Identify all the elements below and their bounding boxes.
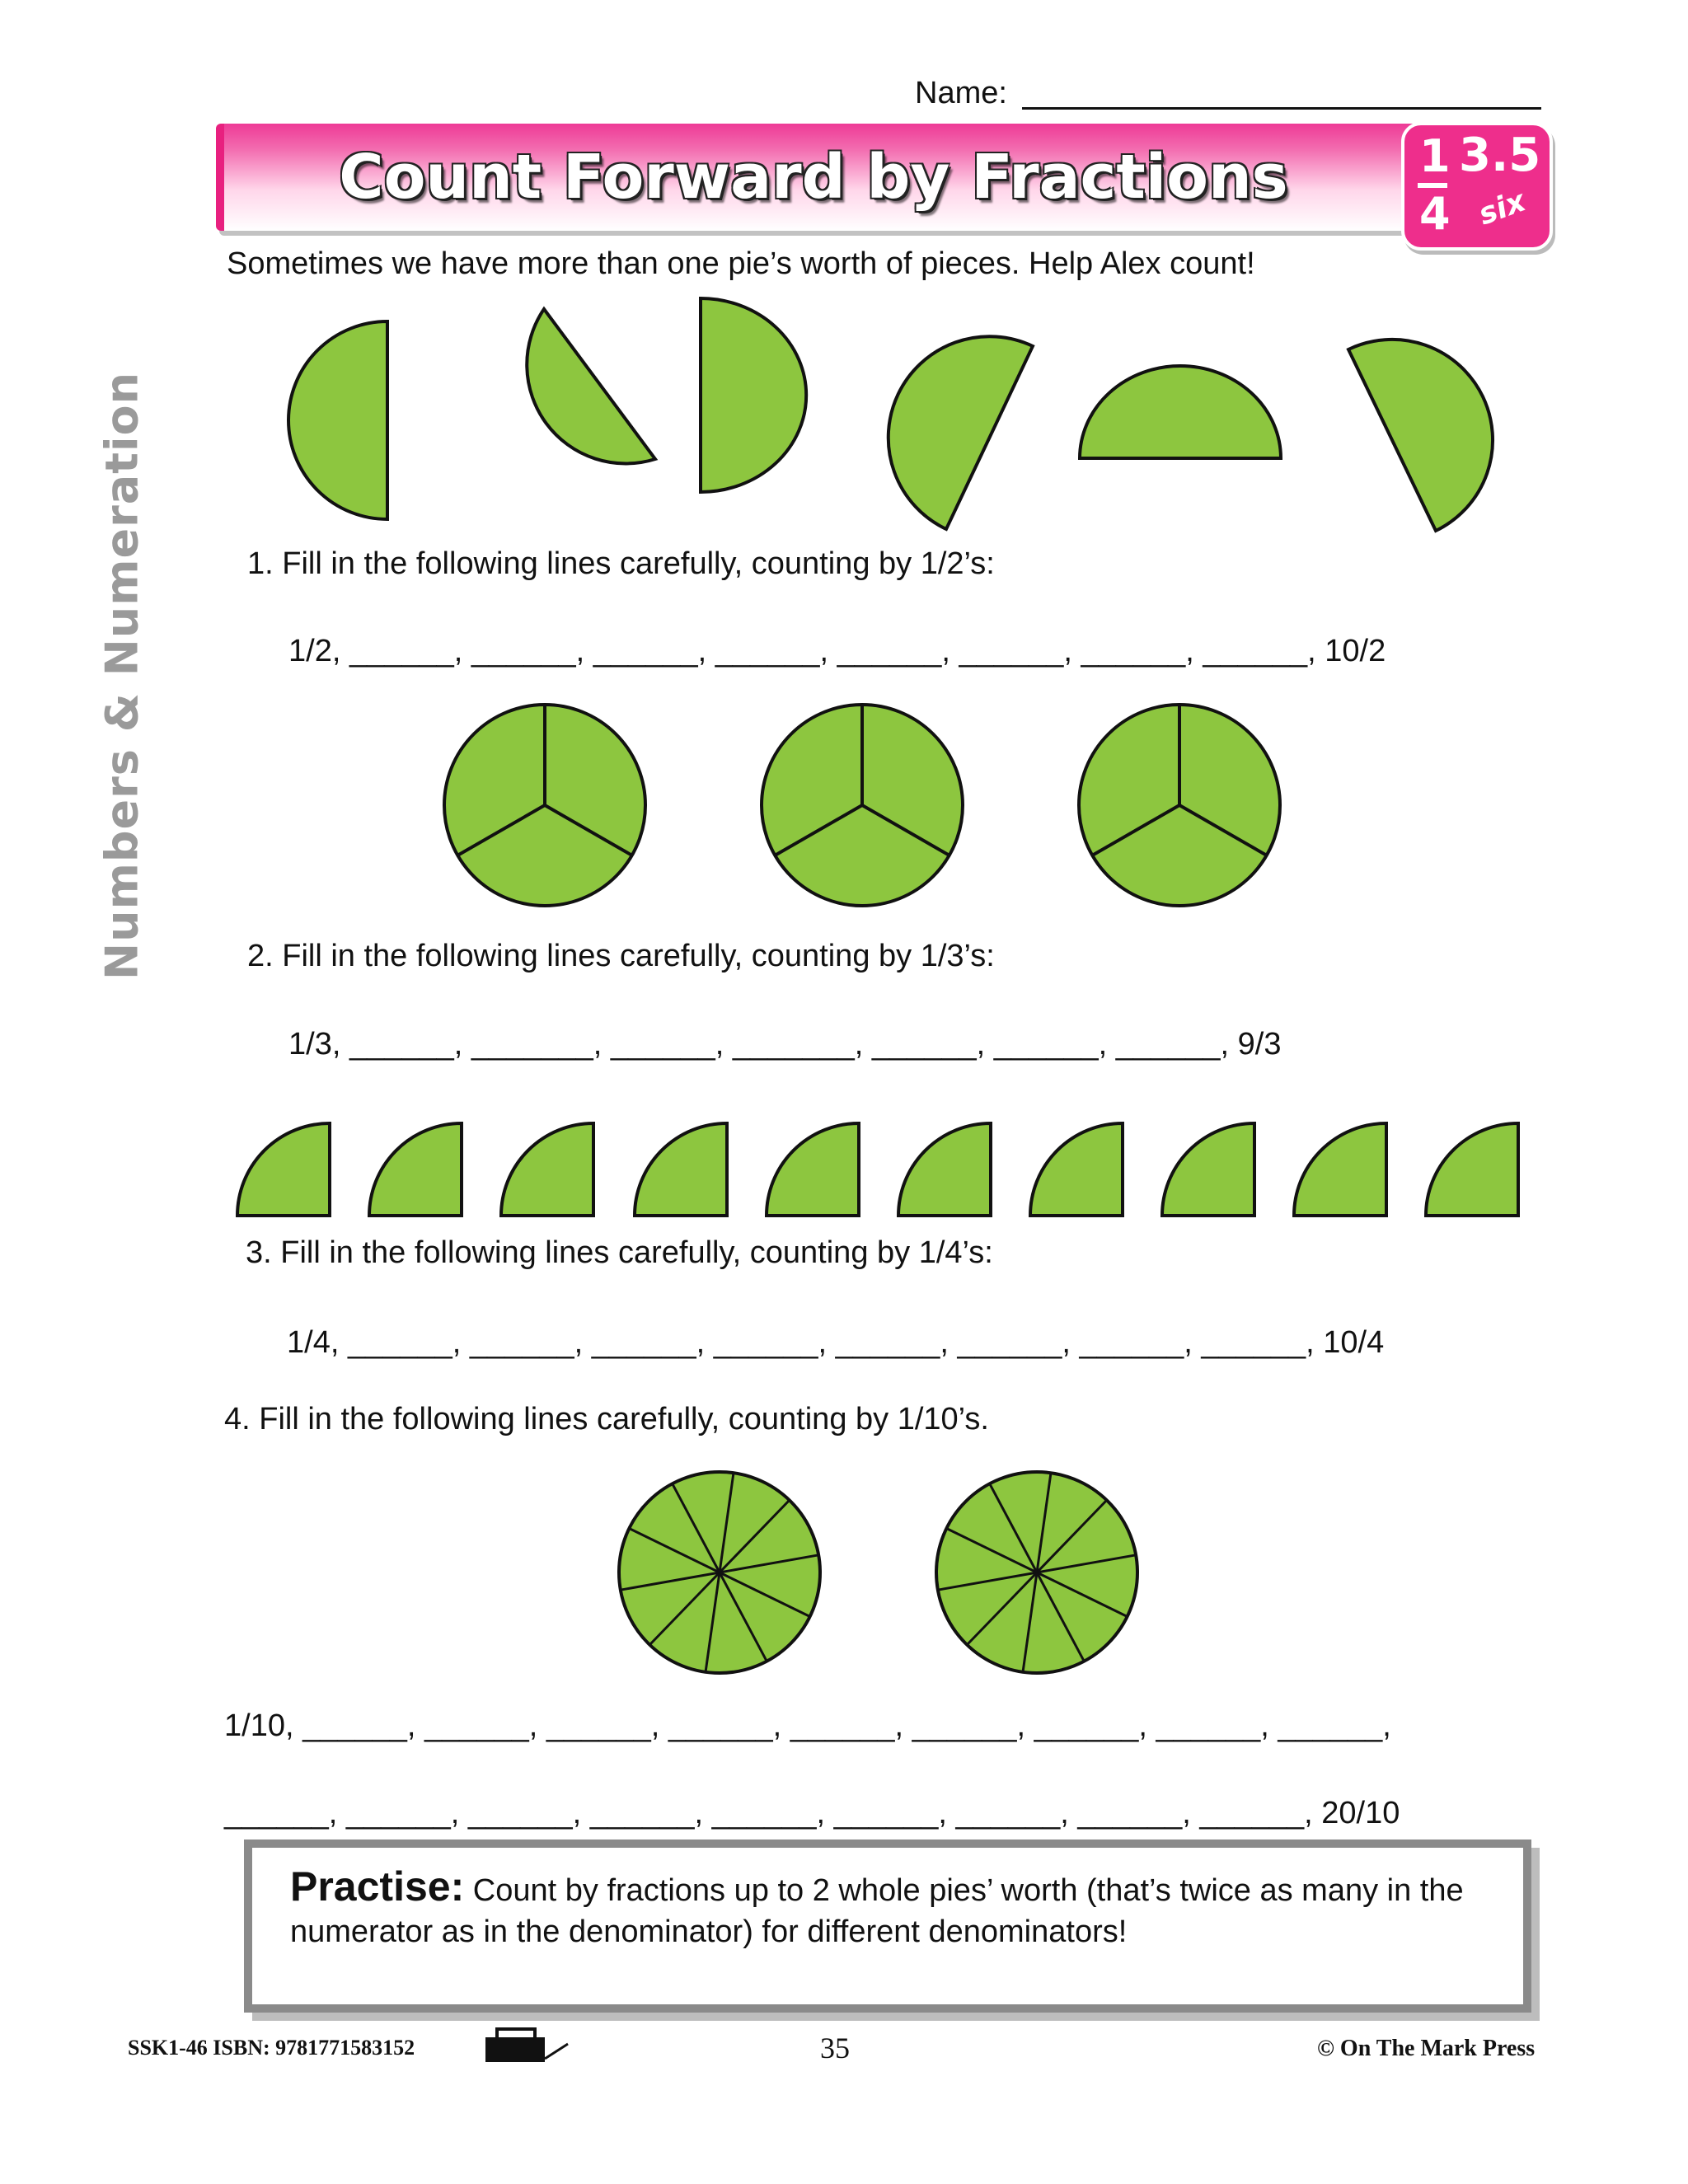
- badge-decimal: 3.5: [1459, 129, 1541, 182]
- quarter-pie-6: [898, 1123, 991, 1216]
- photocopier-icon: [482, 2026, 573, 2067]
- third-pies: [444, 705, 1280, 906]
- question-4-answer-line-2[interactable]: ______, ______, ______, ______, ______, ______, ______, ______, ______, 20/10: [224, 1796, 1400, 1830]
- quarter-pie-10: [1426, 1123, 1518, 1216]
- tenth-pie-1: [619, 1472, 820, 1673]
- question-2-prompt: 2. Fill in the following lines carefully, counting by 1/3’s:: [247, 939, 995, 973]
- half-pie-6: [1348, 340, 1493, 531]
- quarter-pies: [237, 1123, 1518, 1216]
- practise-body: Count by fractions up to 2 whole pies’ worth (that’s twice as many in the numerator as in the denominator) for different denominators!: [290, 1873, 1464, 1949]
- half-pie-3: [701, 298, 806, 492]
- half-pie-1: [288, 321, 387, 519]
- quarter-pie-4: [635, 1123, 727, 1216]
- intro-text: Sometimes we have more than one pie’s worth of pieces. Help Alex count!: [227, 246, 1255, 281]
- quarter-pie-5: [767, 1123, 859, 1216]
- half-pie-2: [527, 309, 655, 463]
- practise-heading: Practise:: [290, 1863, 465, 1910]
- badge-word: six: [1474, 184, 1531, 232]
- question-4-answer-line-1[interactable]: 1/10, ______, ______, ______, ______, ______, ______, ______, ______, ______,: [224, 1708, 1391, 1743]
- quarter-pie-8: [1162, 1123, 1254, 1216]
- half-pie-5: [1080, 366, 1281, 458]
- question-3-answer-line[interactable]: 1/4, ______, ______, ______, ______, ______, ______, ______, ______, 10/4: [287, 1325, 1385, 1360]
- name-label: Name:: [915, 76, 1007, 110]
- page-title: Count Forward by Fractions: [339, 142, 1288, 213]
- footer-copyright: © On The Mark Press: [1317, 2036, 1536, 2061]
- footer-code: SSK1-46 ISBN: 9781771583152: [128, 2036, 415, 2060]
- third-pie-1: [444, 705, 645, 906]
- page-number: 35: [820, 2032, 850, 2064]
- practise-text: [290, 1861, 1477, 1952]
- quarter-pie-1: [237, 1123, 330, 1216]
- question-3-prompt: 3. Fill in the following lines carefully, counting by 1/4’s:: [246, 1235, 993, 1270]
- half-pie-4: [889, 336, 1033, 529]
- quarter-pie-7: [1030, 1123, 1123, 1216]
- question-2-answer-line[interactable]: 1/3, ______, _______, ______, _______, ______, ______, ______, 9/3: [288, 1027, 1282, 1062]
- question-1-prompt: 1. Fill in the following lines carefully, counting by 1/2’s:: [247, 546, 995, 581]
- quarter-pie-2: [369, 1123, 462, 1216]
- quarter-pie-3: [501, 1123, 593, 1216]
- third-pie-3: [1079, 705, 1280, 906]
- third-pie-2: [762, 705, 963, 906]
- tenth-pie-2: [936, 1472, 1137, 1673]
- badge-numerator: 1: [1419, 130, 1451, 182]
- tenth-pies: [619, 1472, 1137, 1673]
- side-section-label: Numbers & Numeration: [96, 371, 148, 981]
- question-4-prompt: 4. Fill in the following lines carefully, counting by 1/10’s.: [224, 1402, 989, 1436]
- question-1-answer-line[interactable]: 1/2, ______, ______, ______, ______, ______, ______, ______, ______, 10/2: [288, 634, 1386, 668]
- half-pie-pieces: [288, 298, 1493, 531]
- quarter-pie-9: [1294, 1123, 1386, 1216]
- badge-denominator: 4: [1419, 188, 1451, 240]
